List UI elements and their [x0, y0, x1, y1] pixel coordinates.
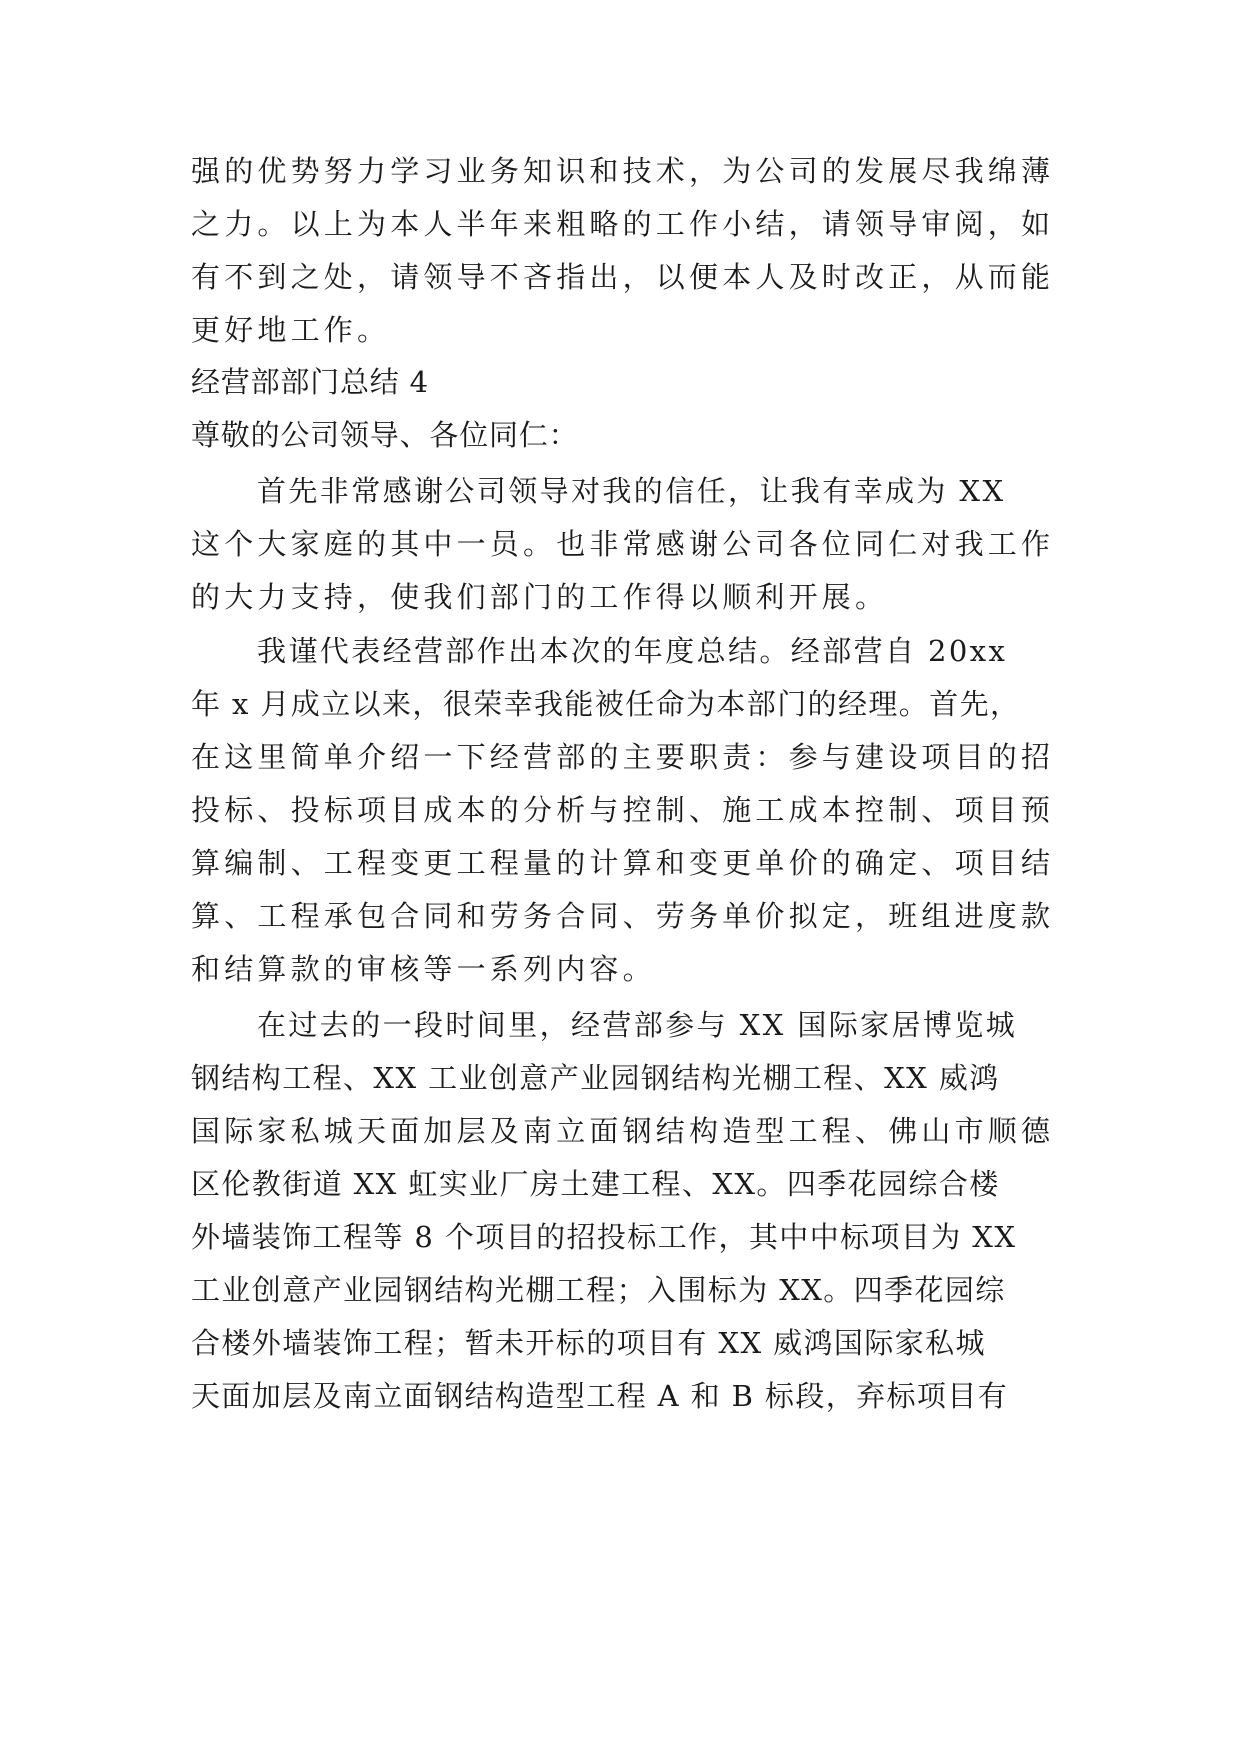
body-line: 首先非常感谢公司领导对我的信任，让我有幸成为 XX	[257, 474, 1006, 508]
body-line: 和结算款的审核等一系列内容。	[191, 952, 656, 986]
body-line: 的大力支持，使我们部门的工作得以顺利开展。	[191, 580, 889, 614]
body-line: 工业创意产业园钢结构光棚工程；入围标为 XX。四季花园综	[191, 1273, 1006, 1307]
body-line: 外墙装饰工程等 8 个项目的招投标工作，其中中标项目为 XX	[191, 1220, 1017, 1254]
body-line: 在过去的一段时间里，经营部参与 XX 国际家居博览城	[257, 1008, 1018, 1042]
body-line: 算编制、工程变更工程量的计算和变更单价的确定、项目结	[191, 846, 1055, 880]
section-heading: 经营部部门总结 4	[191, 365, 429, 399]
body-line: 在这里简单介绍一下经营部的主要职责：参与建设项目的招	[191, 740, 1055, 774]
body-line: 钢结构工程、XX 工业创意产业园钢结构光棚工程、XX 威鸿	[191, 1061, 1000, 1095]
body-line: 强的优势努力学习业务知识和技术，为公司的发展尽我绵薄	[191, 154, 1055, 188]
body-line: 天面加层及南立面钢结构造型工程 A 和 B 标段，弃标项目有	[191, 1379, 1009, 1413]
salutation: 尊敬的公司领导、各位同仁：	[191, 418, 579, 452]
body-line: 国际家私城天面加层及南立面钢结构造型工程、佛山市顺德	[191, 1114, 1055, 1148]
body-line: 算、工程承包合同和劳务合同、劳务单价拟定，班组进度款	[191, 899, 1055, 933]
body-line: 区伦教街道 XX 虹实业厂房土建工程、XX。四季花园综合楼	[191, 1167, 1000, 1201]
body-line: 合楼外墙装饰工程；暂未开标的项目有 XX 威鸿国际家私城	[191, 1326, 986, 1360]
body-line: 投标、投标项目成本的分析与控制、施工成本控制、项目预	[191, 793, 1055, 827]
body-line: 有不到之处，请领导不吝指出，以便本人及时改正，从而能	[191, 260, 1055, 294]
body-line: 更好地工作。	[191, 313, 391, 347]
body-line: 之力。以上为本人半年来粗略的工作小结，请领导审阅，如	[191, 207, 1055, 241]
body-line: 年 x 月成立以来，很荣幸我能被任命为本部门的经理。首先，	[191, 687, 1021, 721]
body-line: 这个大家庭的其中一员。也非常感谢公司各位同仁对我工作	[191, 527, 1055, 561]
body-line: 我谨代表经营部作出本次的年度总结。经部营自 20xx	[257, 634, 1008, 668]
